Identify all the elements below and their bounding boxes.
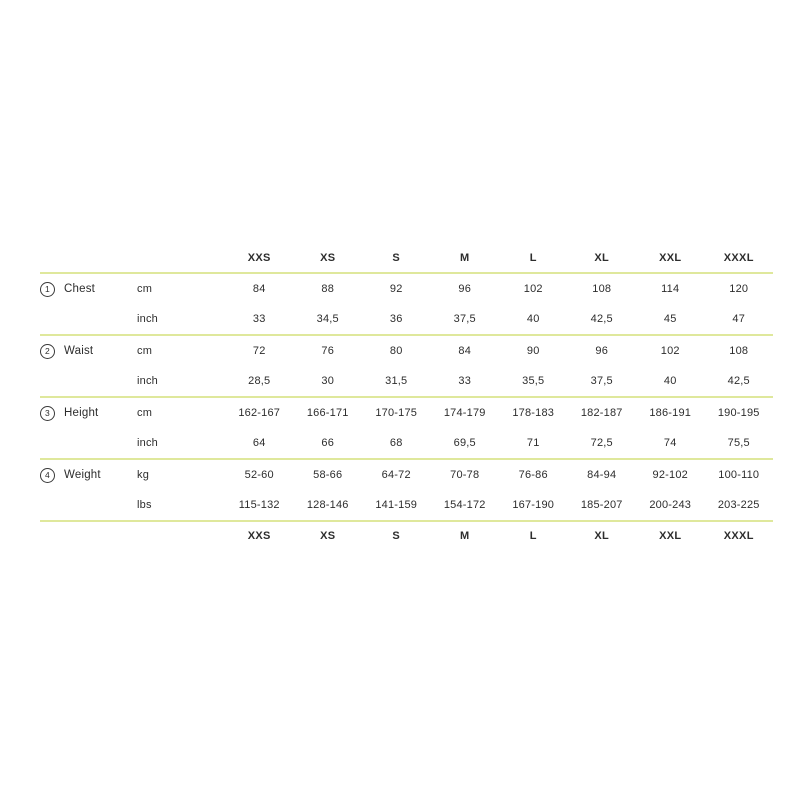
measure-label: Chest bbox=[64, 283, 96, 295]
value-cell: 92-102 bbox=[652, 469, 688, 481]
value-cell: 84 bbox=[458, 345, 472, 357]
value-cell: 40 bbox=[663, 375, 677, 387]
value-cell: 76-86 bbox=[518, 469, 548, 481]
measure-label: Height bbox=[64, 407, 99, 419]
value-cell: 154-172 bbox=[443, 499, 486, 511]
measure-number-badge: 3 bbox=[40, 406, 55, 421]
size-footer-label: XXS bbox=[247, 530, 271, 542]
measure-number-badge: 1 bbox=[40, 282, 55, 297]
value-cell: 72 bbox=[252, 345, 266, 357]
measure-number-badge: 4 bbox=[40, 468, 55, 483]
table-row bbox=[40, 490, 773, 520]
measure-label-cell bbox=[40, 344, 137, 359]
value-cell: 84-94 bbox=[587, 469, 617, 481]
value-cell: 40 bbox=[526, 313, 540, 325]
value-cell: 174-179 bbox=[443, 407, 486, 419]
size-header-row bbox=[40, 244, 773, 272]
table-row bbox=[40, 274, 773, 304]
value-cell: 186-191 bbox=[649, 407, 692, 419]
measure-label: Waist bbox=[64, 345, 94, 357]
value-cell: 190-195 bbox=[717, 407, 760, 419]
value-cell: 200-243 bbox=[649, 499, 692, 511]
size-column-header: XXXL bbox=[723, 252, 754, 264]
value-cell: 64-72 bbox=[381, 469, 411, 481]
unit-label: kg bbox=[137, 469, 150, 481]
value-cell: 170-175 bbox=[375, 407, 418, 419]
value-cell: 96 bbox=[458, 283, 472, 295]
table-row bbox=[40, 304, 773, 334]
measure-label-cell bbox=[40, 406, 137, 421]
value-cell: 108 bbox=[729, 345, 749, 357]
value-cell: 92 bbox=[389, 283, 403, 295]
measure-number-badge: 2 bbox=[40, 344, 55, 359]
size-column-header: XXS bbox=[247, 252, 271, 264]
value-cell: 90 bbox=[526, 345, 540, 357]
value-cell: 120 bbox=[729, 283, 749, 295]
value-cell: 72,5 bbox=[590, 437, 613, 449]
measure-label-cell bbox=[40, 468, 137, 483]
measure-label: Weight bbox=[64, 469, 101, 481]
table-row bbox=[40, 428, 773, 458]
measure-group-weight bbox=[40, 458, 773, 520]
value-cell: 69,5 bbox=[453, 437, 476, 449]
size-column-header: S bbox=[392, 252, 401, 264]
unit-label: inch bbox=[137, 313, 158, 325]
size-footer-label: M bbox=[460, 530, 470, 542]
value-cell: 31,5 bbox=[385, 375, 408, 387]
value-cell: 102 bbox=[660, 345, 680, 357]
value-cell: 100-110 bbox=[718, 469, 760, 481]
value-cell: 203-225 bbox=[717, 499, 760, 511]
size-chart-table bbox=[40, 244, 773, 550]
value-cell: 178-183 bbox=[512, 407, 555, 419]
value-cell: 167-190 bbox=[512, 499, 555, 511]
value-cell: 84 bbox=[252, 283, 266, 295]
size-footer-label: XXXL bbox=[723, 530, 754, 542]
value-cell: 33 bbox=[252, 313, 266, 325]
size-column-header: XXL bbox=[659, 252, 682, 264]
value-cell: 102 bbox=[523, 283, 543, 295]
value-cell: 37,5 bbox=[590, 375, 613, 387]
value-cell: 166-171 bbox=[306, 407, 349, 419]
measure-group-chest bbox=[40, 272, 773, 334]
value-cell: 141-159 bbox=[375, 499, 418, 511]
value-cell: 80 bbox=[389, 345, 403, 357]
size-column-header: XS bbox=[320, 252, 336, 264]
value-cell: 42,5 bbox=[727, 375, 750, 387]
value-cell: 47 bbox=[732, 313, 746, 325]
value-cell: 58-66 bbox=[313, 469, 343, 481]
value-cell: 182-187 bbox=[580, 407, 623, 419]
value-cell: 75,5 bbox=[727, 437, 750, 449]
value-cell: 96 bbox=[595, 345, 609, 357]
value-cell: 162-167 bbox=[238, 407, 281, 419]
unit-label: cm bbox=[137, 345, 153, 357]
size-footer-label: XXL bbox=[659, 530, 682, 542]
value-cell: 33 bbox=[458, 375, 472, 387]
value-cell: 74 bbox=[663, 437, 677, 449]
size-footer-label: XS bbox=[320, 530, 336, 542]
value-cell: 42,5 bbox=[590, 313, 613, 325]
value-cell: 108 bbox=[592, 283, 612, 295]
value-cell: 115-132 bbox=[238, 499, 280, 511]
size-footer-row bbox=[40, 520, 773, 550]
table-row bbox=[40, 398, 773, 428]
value-cell: 71 bbox=[526, 437, 540, 449]
measure-groups bbox=[40, 272, 773, 520]
value-cell: 66 bbox=[321, 437, 335, 449]
size-footer-label: L bbox=[529, 530, 537, 542]
measure-group-height bbox=[40, 396, 773, 458]
value-cell: 128-146 bbox=[306, 499, 349, 511]
size-column-header: XL bbox=[594, 252, 610, 264]
size-column-header: L bbox=[529, 252, 537, 264]
value-cell: 36 bbox=[389, 313, 403, 325]
size-column-header: M bbox=[460, 252, 470, 264]
unit-label: inch bbox=[137, 437, 158, 449]
value-cell: 70-78 bbox=[450, 469, 480, 481]
unit-label: cm bbox=[137, 283, 153, 295]
value-cell: 52-60 bbox=[244, 469, 274, 481]
unit-label: lbs bbox=[137, 499, 152, 511]
table-row bbox=[40, 460, 773, 490]
value-cell: 37,5 bbox=[453, 313, 476, 325]
value-cell: 34,5 bbox=[316, 313, 339, 325]
size-footer-label: XL bbox=[594, 530, 610, 542]
table-row bbox=[40, 366, 773, 396]
unit-label: cm bbox=[137, 407, 153, 419]
value-cell: 114 bbox=[661, 283, 680, 295]
measure-label-cell bbox=[40, 282, 137, 297]
value-cell: 185-207 bbox=[580, 499, 623, 511]
value-cell: 64 bbox=[252, 437, 266, 449]
unit-label: inch bbox=[137, 375, 158, 387]
size-footer-label: S bbox=[392, 530, 401, 542]
measure-group-waist bbox=[40, 334, 773, 396]
value-cell: 35,5 bbox=[522, 375, 545, 387]
value-cell: 76 bbox=[321, 345, 335, 357]
value-cell: 88 bbox=[321, 283, 335, 295]
value-cell: 30 bbox=[321, 375, 335, 387]
value-cell: 45 bbox=[663, 313, 677, 325]
value-cell: 28,5 bbox=[248, 375, 271, 387]
table-row bbox=[40, 336, 773, 366]
value-cell: 68 bbox=[389, 437, 403, 449]
